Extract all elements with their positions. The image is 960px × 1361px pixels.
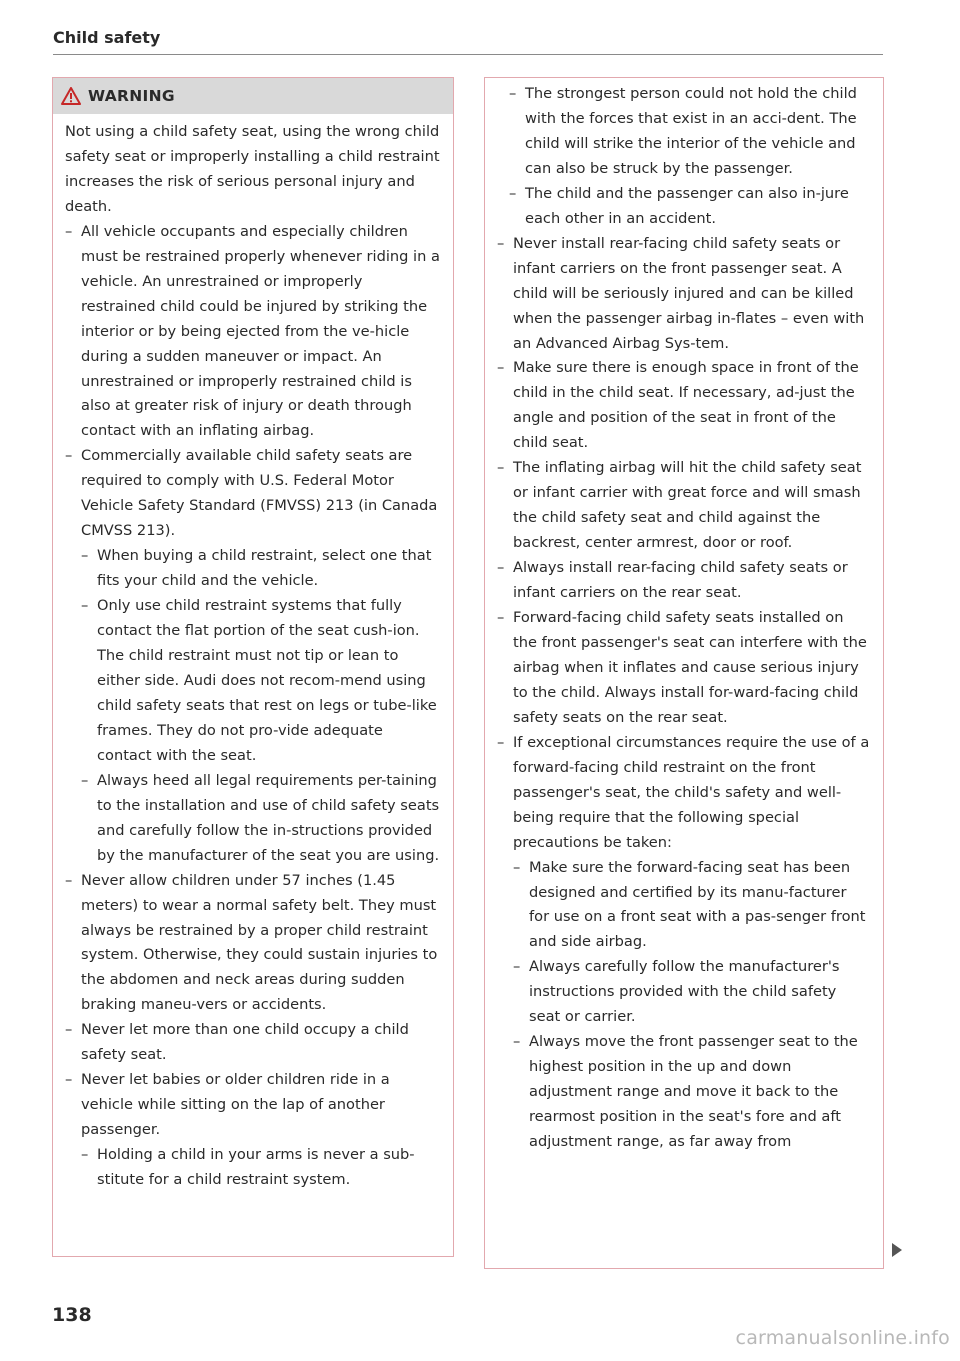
list-item: – Never let more than one child occupy a child safety seat. [65,1018,441,1068]
continued-list-item [497,82,871,232]
list-item: – Never allow children under 57 inches (1.45 meters) to wear a normal safety belt. They must always be restrained by a proper child restraint system. Otherwise, they could sustain injuries to the abdomen and neck areas during sudden braking maneu-vers or accidents. [65,869,441,1019]
sub-list [513,856,871,1155]
warning-box-left [52,77,454,1257]
warning-intro: Not using a child safety seat, using the wrong child safety seat or improperly installing a child restraint increases the risk of serious personal injury and death. [65,123,440,215]
warning-label: WARNING [88,86,175,105]
sub-list-item: – When buying a child restraint, select one that fits your child and the vehicle. [81,544,441,594]
sub-list-item: – Always move the front passenger seat to the highest position in the up and down adjustment range and move it back to the rearmost position in the seat's fore and aft adjustment range, as far away from [513,1030,871,1155]
sub-list-item: – The child and the passenger can also in-jure each other in an accident. [509,182,871,232]
sub-list-item: – Always carefully follow the manufacturer's instructions provided with the child safety seat or carrier. [513,955,871,1030]
list-item: – The inflating airbag will hit the child safety seat or infant carrier with great force and will smash the child safety seat and child against the backrest, center armrest, door or roof. [497,456,871,556]
page-header [53,22,883,55]
sub-list-item: – Only use child restraint systems that fully contact the flat portion of the seat cush-ion. The child restraint must not tip or lean to either side. Audi does not recom-mend using child safety seats that rest on legs or tube-like frames. They do not pro-vide adequate contact with the seat. [81,594,441,769]
page-number: 138 [52,1304,92,1326]
list-item: – Make sure there is enough space in front of the child in the child seat. If necessary, ad-just the angle and position of the seat in front of the child seat. [497,356,871,456]
list-item: – All vehicle occupants and especially children must be restrained properly whenever riding in a vehicle. An unrestrained or improperly restrained child could be injured by striking the interior or by being ejected from the ve-hicle during a sudden maneuver or impact. An unrestrained or improperly restrained child is also at greater risk of injury or death through contact with an inflating airbag. [65,220,441,445]
list-item: – If exceptional circumstances require the use of a forward-facing child restraint on the front passenger's seat, the child's safety and well-being require that the following special precautions be taken: – Make sure the forward-facing seat has been designed and certified by its manu-facturer for use on a front seat with a pas-senger front and side airbag. – Always carefully follow the manufacturer's instructions provided with the child safety seat or carrier. – Always move the front passenger seat to the highest position in the up and down adjustment range and move it back to the rearmost position in the seat's fore and aft adjustment range, as far away from [497,731,871,1155]
section-title: Child safety [53,28,161,47]
continue-arrow-icon [892,1243,902,1257]
sub-list-item: – Holding a child in your arms is never a sub-stitute for a child restraint system. [81,1143,441,1193]
sub-list-item: – Make sure the forward-facing seat has been designed and certified by its manu-facturer for use on a front seat with a pas-senger front and side airbag. [513,856,871,956]
sub-list-item: – The strongest person could not hold the child with the forces that exist in an acci-dent. The child will strike the interior of the vehicle and can also be struck by the passenger. [509,82,871,182]
list-item: – Forward-facing child safety seats installed on the front passenger's seat can interfere with the airbag when it inflates and cause serious injury to the child. Always install for-ward-facing child safety seats on the rear seat. [497,606,871,731]
sub-list [509,82,871,232]
sub-list [81,1143,441,1193]
list-item: – Never let babies or older children ride in a vehicle while sitting on the lap of another passenger. – Holding a child in your arms is never a sub-stitute for a child restraint system. [65,1068,441,1193]
sub-list-item: – Always heed all legal requirements per-taining to the installation and use of child safety seats and carefully follow the in-structions provided by the manufacturer of the seat you are using. [81,769,441,869]
warning-list-right [497,82,871,1155]
warning-list-left [65,220,441,1193]
sub-list [81,544,441,868]
warning-triangle-icon [61,87,81,105]
list-item: – Always install rear-facing child safety seats or infant carriers on the rear seat. [497,556,871,606]
watermark: carmanualsonline.info [735,1327,950,1349]
list-item: – Never install rear-facing child safety seats or infant carriers on the front passenger seat. A child will be seriously injured and can be killed when the passenger airbag in-flates – even with an Advanced Airbag Sys-tem. [497,232,871,357]
list-item: – Commercially available child safety seats are required to comply with U.S. Federal Motor Vehicle Safety Standard (FMVSS) 213 (in Canada CMVSS 213). – When buying a child restraint, select one that fits your child and the vehicle. – Only use child restraint systems that fully contact the flat portion of the seat cush-ion. The child restraint must not tip or lean to either side. Audi does not recom-mend using child safety seats that rest on legs or tube-like frames. They do not pro-vide adequate contact with the seat. – Always heed all legal requirements per-taining to the installation and use of child safety seats and carefully follow the in-structions provided by the manufacturer of the seat you are using. [65,444,441,868]
warning-header [53,78,453,114]
warning-box-right [484,77,884,1269]
